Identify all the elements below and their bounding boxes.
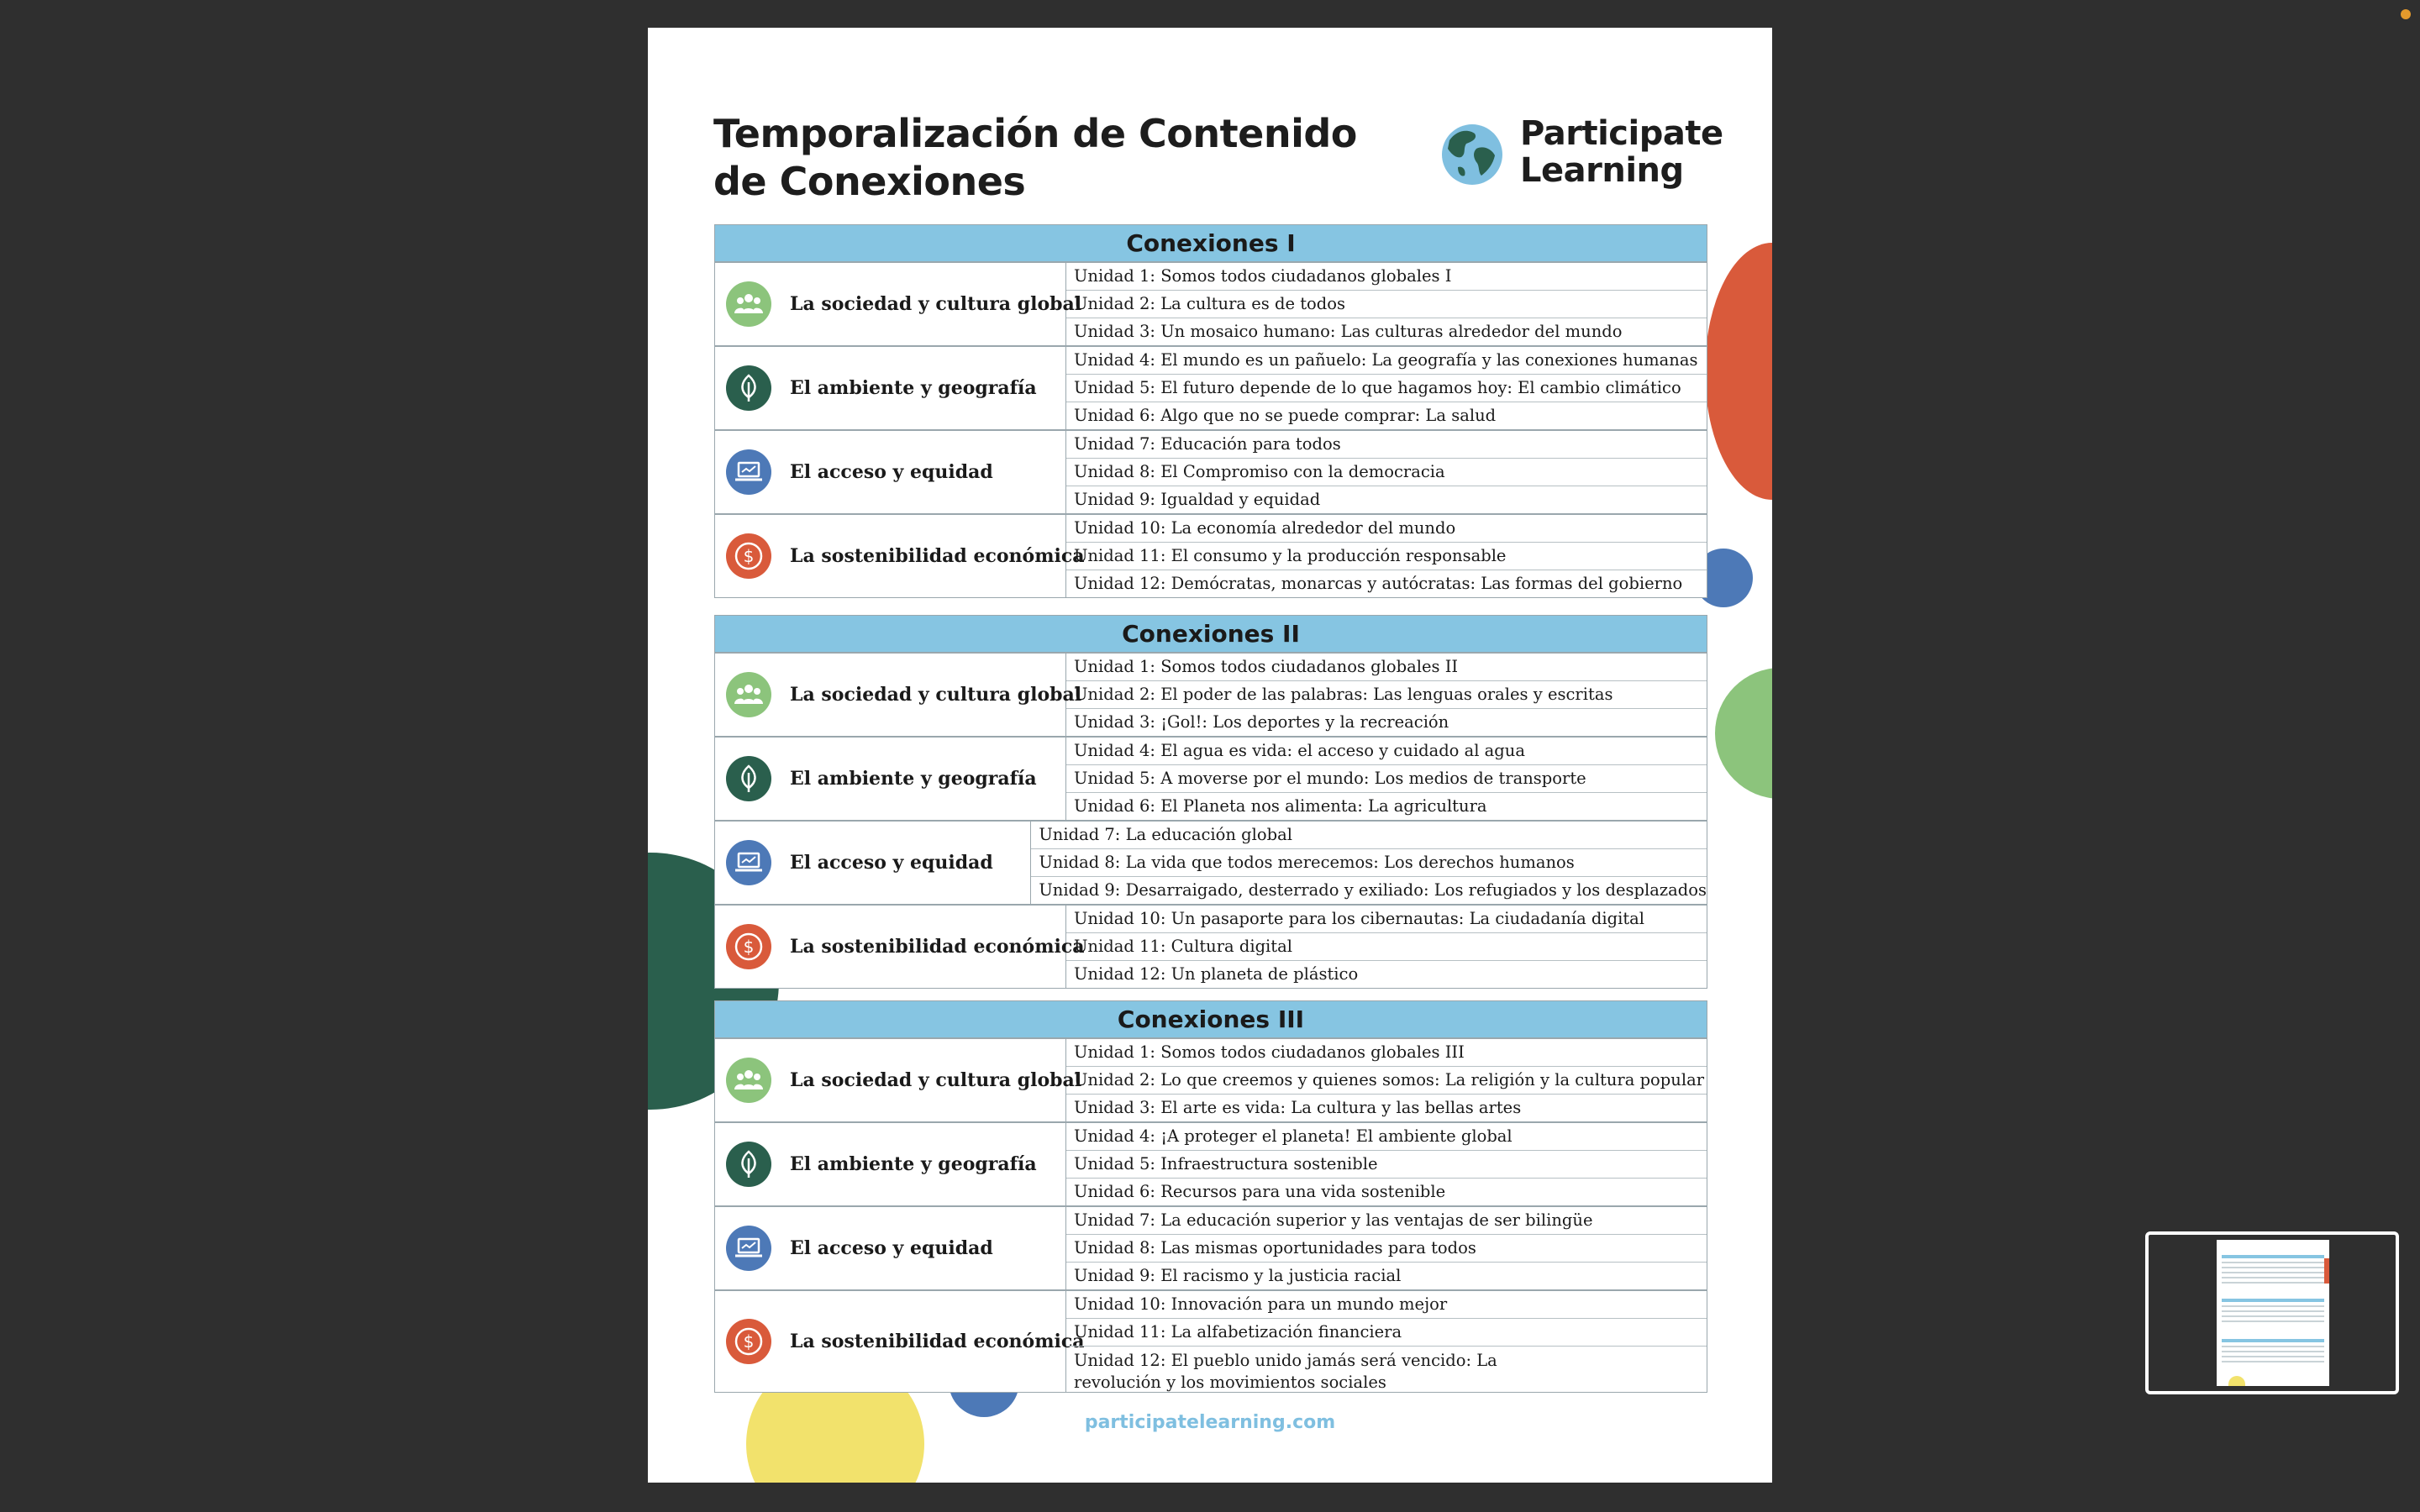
laptop-icon bbox=[726, 840, 771, 885]
dollar-icon bbox=[726, 533, 771, 579]
globe-icon bbox=[1441, 123, 1503, 186]
decor-circle-light-green bbox=[1715, 668, 1772, 799]
thumb-line bbox=[2222, 1310, 2324, 1312]
unit-row: Unidad 5: El futuro depende de lo que hagamos hoy: El cambio climático bbox=[1066, 375, 1707, 402]
unit-row: Unidad 7: La educación superior y las ventajas de ser bilingüe bbox=[1066, 1207, 1707, 1235]
logo-wordmark: Participate Learning bbox=[1520, 114, 1723, 190]
topic-group-environment bbox=[714, 1121, 1707, 1206]
topic-label: El ambiente y geografía bbox=[790, 377, 1037, 399]
svg-text:$: $ bbox=[743, 1331, 755, 1352]
unit-row: Unidad 2: El poder de las palabras: Las lenguas orales y escritas bbox=[1066, 681, 1707, 709]
thumb-line bbox=[2222, 1272, 2324, 1273]
thumb-section-bar bbox=[2222, 1255, 2324, 1258]
topic-cell bbox=[715, 654, 1082, 736]
thumb-section-bar bbox=[2222, 1339, 2324, 1342]
unit-row: Unidad 9: El racismo y la justicia racial bbox=[1074, 1266, 1402, 1285]
topic-cell bbox=[715, 515, 1085, 597]
thumb-line bbox=[2222, 1277, 2324, 1278]
thumb-line bbox=[2222, 1346, 2324, 1347]
svg-text:$: $ bbox=[743, 937, 755, 957]
unit-list bbox=[1066, 738, 1707, 820]
thumb-line bbox=[2222, 1356, 2324, 1357]
unit-row: Unidad 10: Un pasaporte para los cibernautas: La ciudadanía digital bbox=[1066, 906, 1707, 933]
section-conexiones-2 bbox=[714, 615, 1707, 989]
section-conexiones-3 bbox=[714, 1000, 1707, 1393]
title-line-2: de Conexiones bbox=[713, 159, 1026, 204]
people-icon bbox=[726, 1058, 771, 1103]
topic-cell bbox=[715, 822, 1031, 904]
topic-cell bbox=[715, 1291, 1085, 1392]
laptop-icon bbox=[726, 449, 771, 495]
unit-row: Unidad 3: Un mosaico humano: Las culturas alrededor del mundo bbox=[1074, 322, 1623, 341]
thumb-line bbox=[2222, 1262, 2324, 1263]
leaf-icon bbox=[726, 756, 771, 801]
unit-list bbox=[1066, 906, 1707, 988]
topic-label: El acceso y equidad bbox=[790, 461, 993, 483]
unit-list bbox=[1066, 263, 1707, 345]
topic-group-society bbox=[714, 261, 1707, 346]
unit-row: Unidad 5: Infraestructura sostenible bbox=[1066, 1151, 1707, 1179]
unit-row: Unidad 6: Algo que no se puede comprar: La salud bbox=[1074, 406, 1497, 425]
thumb-line bbox=[2222, 1351, 2324, 1352]
unit-list bbox=[1066, 515, 1707, 597]
unit-row: Unidad 1: Somos todos ciudadanos globales III bbox=[1066, 1039, 1707, 1067]
unit-row: Unidad 11: El consumo y la producción responsable bbox=[1066, 543, 1707, 570]
unit-row: Unidad 7: La educación global bbox=[1031, 822, 1707, 849]
topic-group-access bbox=[714, 1205, 1707, 1290]
section-header: Conexiones II bbox=[714, 615, 1707, 653]
topic-label: La sostenibilidad económica bbox=[790, 1331, 1085, 1352]
recording-indicator bbox=[2401, 9, 2411, 19]
unit-row: Unidad 1: Somos todos ciudadanos globales I bbox=[1066, 263, 1707, 291]
topic-label: El ambiente y geografía bbox=[790, 768, 1037, 790]
unit-row: Unidad 1: Somos todos ciudadanos globales II bbox=[1066, 654, 1707, 681]
unit-row: Unidad 3: ¡Gol!: Los deportes y la recreación bbox=[1074, 712, 1449, 732]
section-conexiones-1 bbox=[714, 224, 1707, 598]
topic-group-access bbox=[714, 429, 1707, 514]
topic-group-economy bbox=[714, 1289, 1707, 1393]
dollar-icon bbox=[726, 1319, 771, 1364]
unit-row: Unidad 7: Educación para todos bbox=[1066, 431, 1707, 459]
topic-group-access bbox=[714, 820, 1707, 905]
unit-row: Unidad 6: Recursos para una vida sostenible bbox=[1074, 1182, 1446, 1201]
topic-label: El acceso y equidad bbox=[790, 852, 993, 874]
unit-list bbox=[1066, 431, 1707, 513]
page-title bbox=[713, 110, 1402, 206]
thumb-line bbox=[2222, 1267, 2324, 1268]
laptop-icon bbox=[726, 1226, 771, 1271]
thumb-section-bar bbox=[2222, 1299, 2324, 1302]
decor-circle-orange bbox=[1705, 243, 1772, 500]
unit-row: Unidad 9: Desarraigado, desterrado y exiliado: Los refugiados y los desplazados bbox=[1039, 880, 1707, 900]
unit-row: Unidad 3: El arte es vida: La cultura y las bellas artes bbox=[1074, 1098, 1522, 1117]
topic-group-society bbox=[714, 652, 1707, 737]
topic-label: El acceso y equidad bbox=[790, 1237, 993, 1259]
unit-row: Unidad 4: El mundo es un pañuelo: La geografía y las conexiones humanas bbox=[1066, 347, 1707, 375]
unit-row: Unidad 6: El Planeta nos alimenta: La agricultura bbox=[1074, 796, 1487, 816]
unit-row: Unidad 12: Demócratas, monarcas y autócratas: Las formas del gobierno bbox=[1074, 574, 1683, 593]
topic-cell bbox=[715, 1123, 1066, 1205]
unit-row: Unidad 11: Cultura digital bbox=[1066, 933, 1707, 961]
topic-label: La sociedad y cultura global bbox=[790, 684, 1082, 706]
unit-row: Unidad 5: A moverse por el mundo: Los medios de transporte bbox=[1066, 765, 1707, 793]
topic-cell bbox=[715, 263, 1082, 345]
unit-list bbox=[1066, 1207, 1707, 1289]
thumb-line bbox=[2222, 1282, 2324, 1284]
document-page bbox=[648, 28, 1772, 1483]
unit-row: Unidad 10: Innovación para un mundo mejor bbox=[1066, 1291, 1707, 1319]
topic-cell bbox=[715, 347, 1066, 429]
page-thumbnail-navigator[interactable] bbox=[2145, 1231, 2399, 1394]
svg-text:$: $ bbox=[743, 546, 755, 566]
dollar-icon bbox=[726, 924, 771, 969]
topic-cell bbox=[715, 906, 1085, 988]
people-icon bbox=[726, 281, 771, 327]
unit-row: Unidad 4: ¡A proteger el planeta! El ambiente global bbox=[1066, 1123, 1707, 1151]
participate-learning-logo bbox=[1441, 90, 1723, 199]
topic-cell bbox=[715, 1039, 1082, 1121]
topic-group-environment bbox=[714, 736, 1707, 821]
leaf-icon bbox=[726, 1142, 771, 1187]
unit-row: Unidad 12: Un planeta de plástico bbox=[1074, 964, 1359, 984]
footer-url[interactable]: participatelearning.com bbox=[1084, 1412, 1336, 1433]
topic-group-society bbox=[714, 1037, 1707, 1122]
unit-row: Unidad 4: El agua es vida: el acceso y cuidado al agua bbox=[1066, 738, 1707, 765]
unit-list bbox=[1031, 822, 1707, 904]
topic-group-economy bbox=[714, 513, 1707, 598]
topic-label: La sociedad y cultura global bbox=[790, 1069, 1082, 1091]
topic-group-environment bbox=[714, 345, 1707, 430]
title-line-1: Temporalización de Contenido bbox=[713, 111, 1357, 156]
thumb-decor bbox=[2324, 1258, 2329, 1284]
page-thumbnail[interactable] bbox=[2217, 1240, 2329, 1386]
unit-list bbox=[1066, 1123, 1707, 1205]
topic-cell bbox=[715, 1207, 1066, 1289]
unit-row: Unidad 2: Lo que creemos y quienes somos: La religión y la cultura popular bbox=[1066, 1067, 1707, 1095]
unit-row: Unidad 10: La economía alrededor del mundo bbox=[1066, 515, 1707, 543]
topic-group-economy bbox=[714, 904, 1707, 989]
section-header: Conexiones III bbox=[714, 1000, 1707, 1038]
section-header: Conexiones I bbox=[714, 224, 1707, 262]
thumb-line bbox=[2222, 1305, 2324, 1307]
leaf-icon bbox=[726, 365, 771, 411]
unit-row: Unidad 12: El pueblo unido jamás será vencido: La revolución y los movimientos sociales bbox=[1074, 1351, 1497, 1392]
unit-row: Unidad 9: Igualdad y equidad bbox=[1074, 490, 1321, 509]
topic-label: La sostenibilidad económica bbox=[790, 936, 1085, 958]
unit-list bbox=[1066, 347, 1707, 429]
unit-list bbox=[1066, 1039, 1707, 1121]
thumb-line bbox=[2222, 1361, 2324, 1362]
unit-list bbox=[1066, 654, 1707, 736]
unit-row: Unidad 8: Las mismas oportunidades para todos bbox=[1066, 1235, 1707, 1263]
unit-row: Unidad 8: El Compromiso con la democracia bbox=[1066, 459, 1707, 486]
thumb-decor bbox=[2228, 1376, 2245, 1386]
topic-cell bbox=[715, 431, 1066, 513]
unit-row: Unidad 11: La alfabetización financiera bbox=[1066, 1319, 1707, 1347]
unit-list bbox=[1066, 1291, 1707, 1392]
unit-row: Unidad 2: La cultura es de todos bbox=[1066, 291, 1707, 318]
unit-row: Unidad 8: La vida que todos merecemos: Los derechos humanos bbox=[1031, 849, 1707, 877]
topic-label: El ambiente y geografía bbox=[790, 1153, 1037, 1175]
thumb-line bbox=[2222, 1320, 2324, 1322]
topic-label: La sostenibilidad económica bbox=[790, 545, 1085, 567]
topic-label: La sociedad y cultura global bbox=[790, 293, 1082, 315]
thumb-line bbox=[2222, 1315, 2324, 1317]
people-icon bbox=[726, 672, 771, 717]
topic-cell bbox=[715, 738, 1066, 820]
